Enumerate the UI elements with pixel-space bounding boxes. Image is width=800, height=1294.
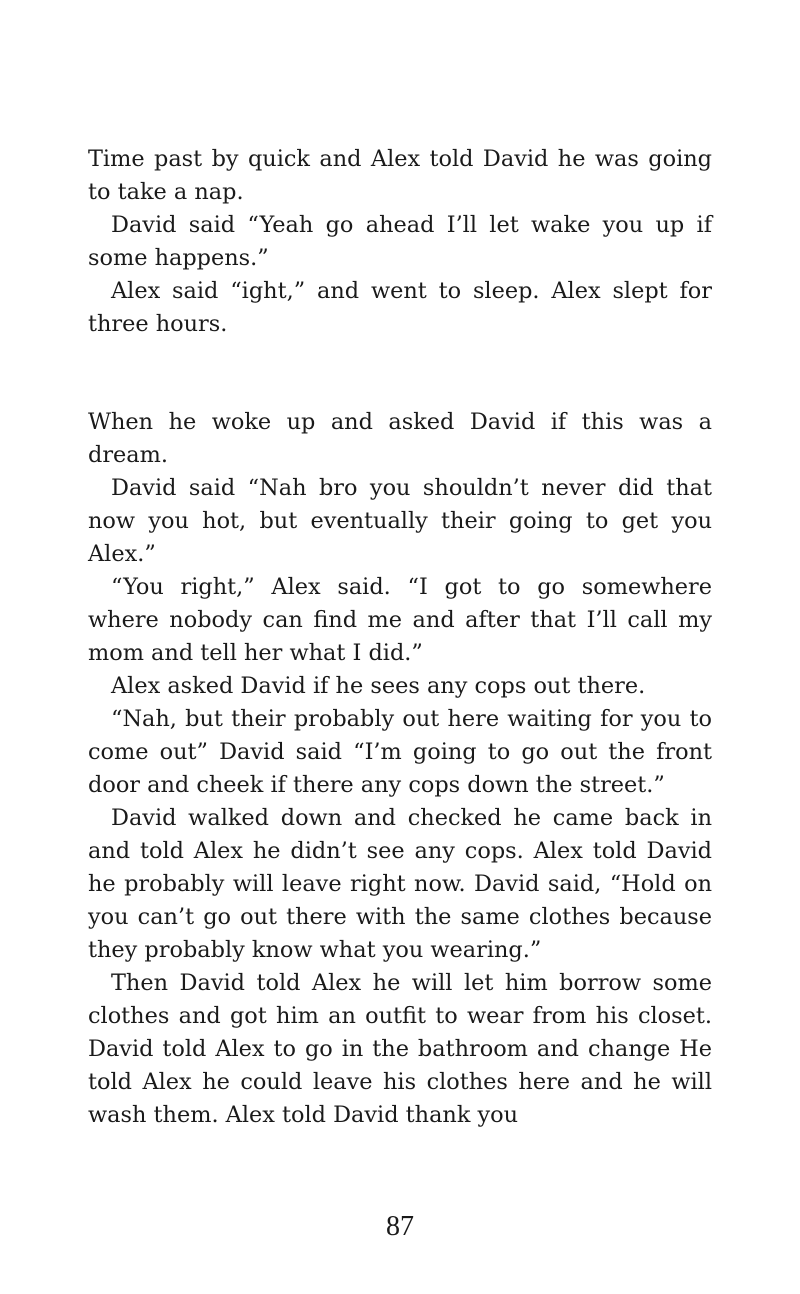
text-section-2	[88, 406, 712, 1132]
page-number: 87	[386, 1211, 414, 1242]
paragraph: David said “Nah bro you shouldn’t never did that now you hot, but eventually their going to get you Alex.”	[88, 475, 712, 567]
paragraph: David said “Yeah go ahead I’ll let wake you up if some happens.”	[88, 212, 712, 271]
text-section-1	[88, 143, 712, 341]
paragraph: Alex said “ight,” and went to sleep. Alex slept for three hours.	[88, 278, 712, 337]
paragraph: David walked down and checked he came back in and told Alex he didn’t see any cops. Alex told David he probably will leave right now. David said, “Hold on you can’t go out there with the same clothes because they probably know what you wearing.”	[88, 805, 712, 963]
paragraph: Alex asked David if he sees any cops out there.	[111, 673, 646, 699]
paragraph: “You right,” Alex said. “I got to go somewhere where nobody can find me and after that I’ll call my mom and tell her what I did.”	[88, 574, 712, 666]
paragraph: Then David told Alex he will let him borrow some clothes and got him an outfit to wear from his closet. David told Alex to go in the bathroom and change He told Alex he could leave his clothes here and he will wash them. Alex told David thank you	[88, 970, 712, 1128]
paragraph: “Nah, but their probably out here waiting for you to come out” David said “I’m going to go out the front door and cheek if there any cops down the street.”	[88, 706, 712, 798]
paragraph: Time past by quick and Alex told David he was going to take a nap.	[88, 146, 712, 205]
paragraph: When he woke up and asked David if this was a dream.	[88, 409, 712, 468]
